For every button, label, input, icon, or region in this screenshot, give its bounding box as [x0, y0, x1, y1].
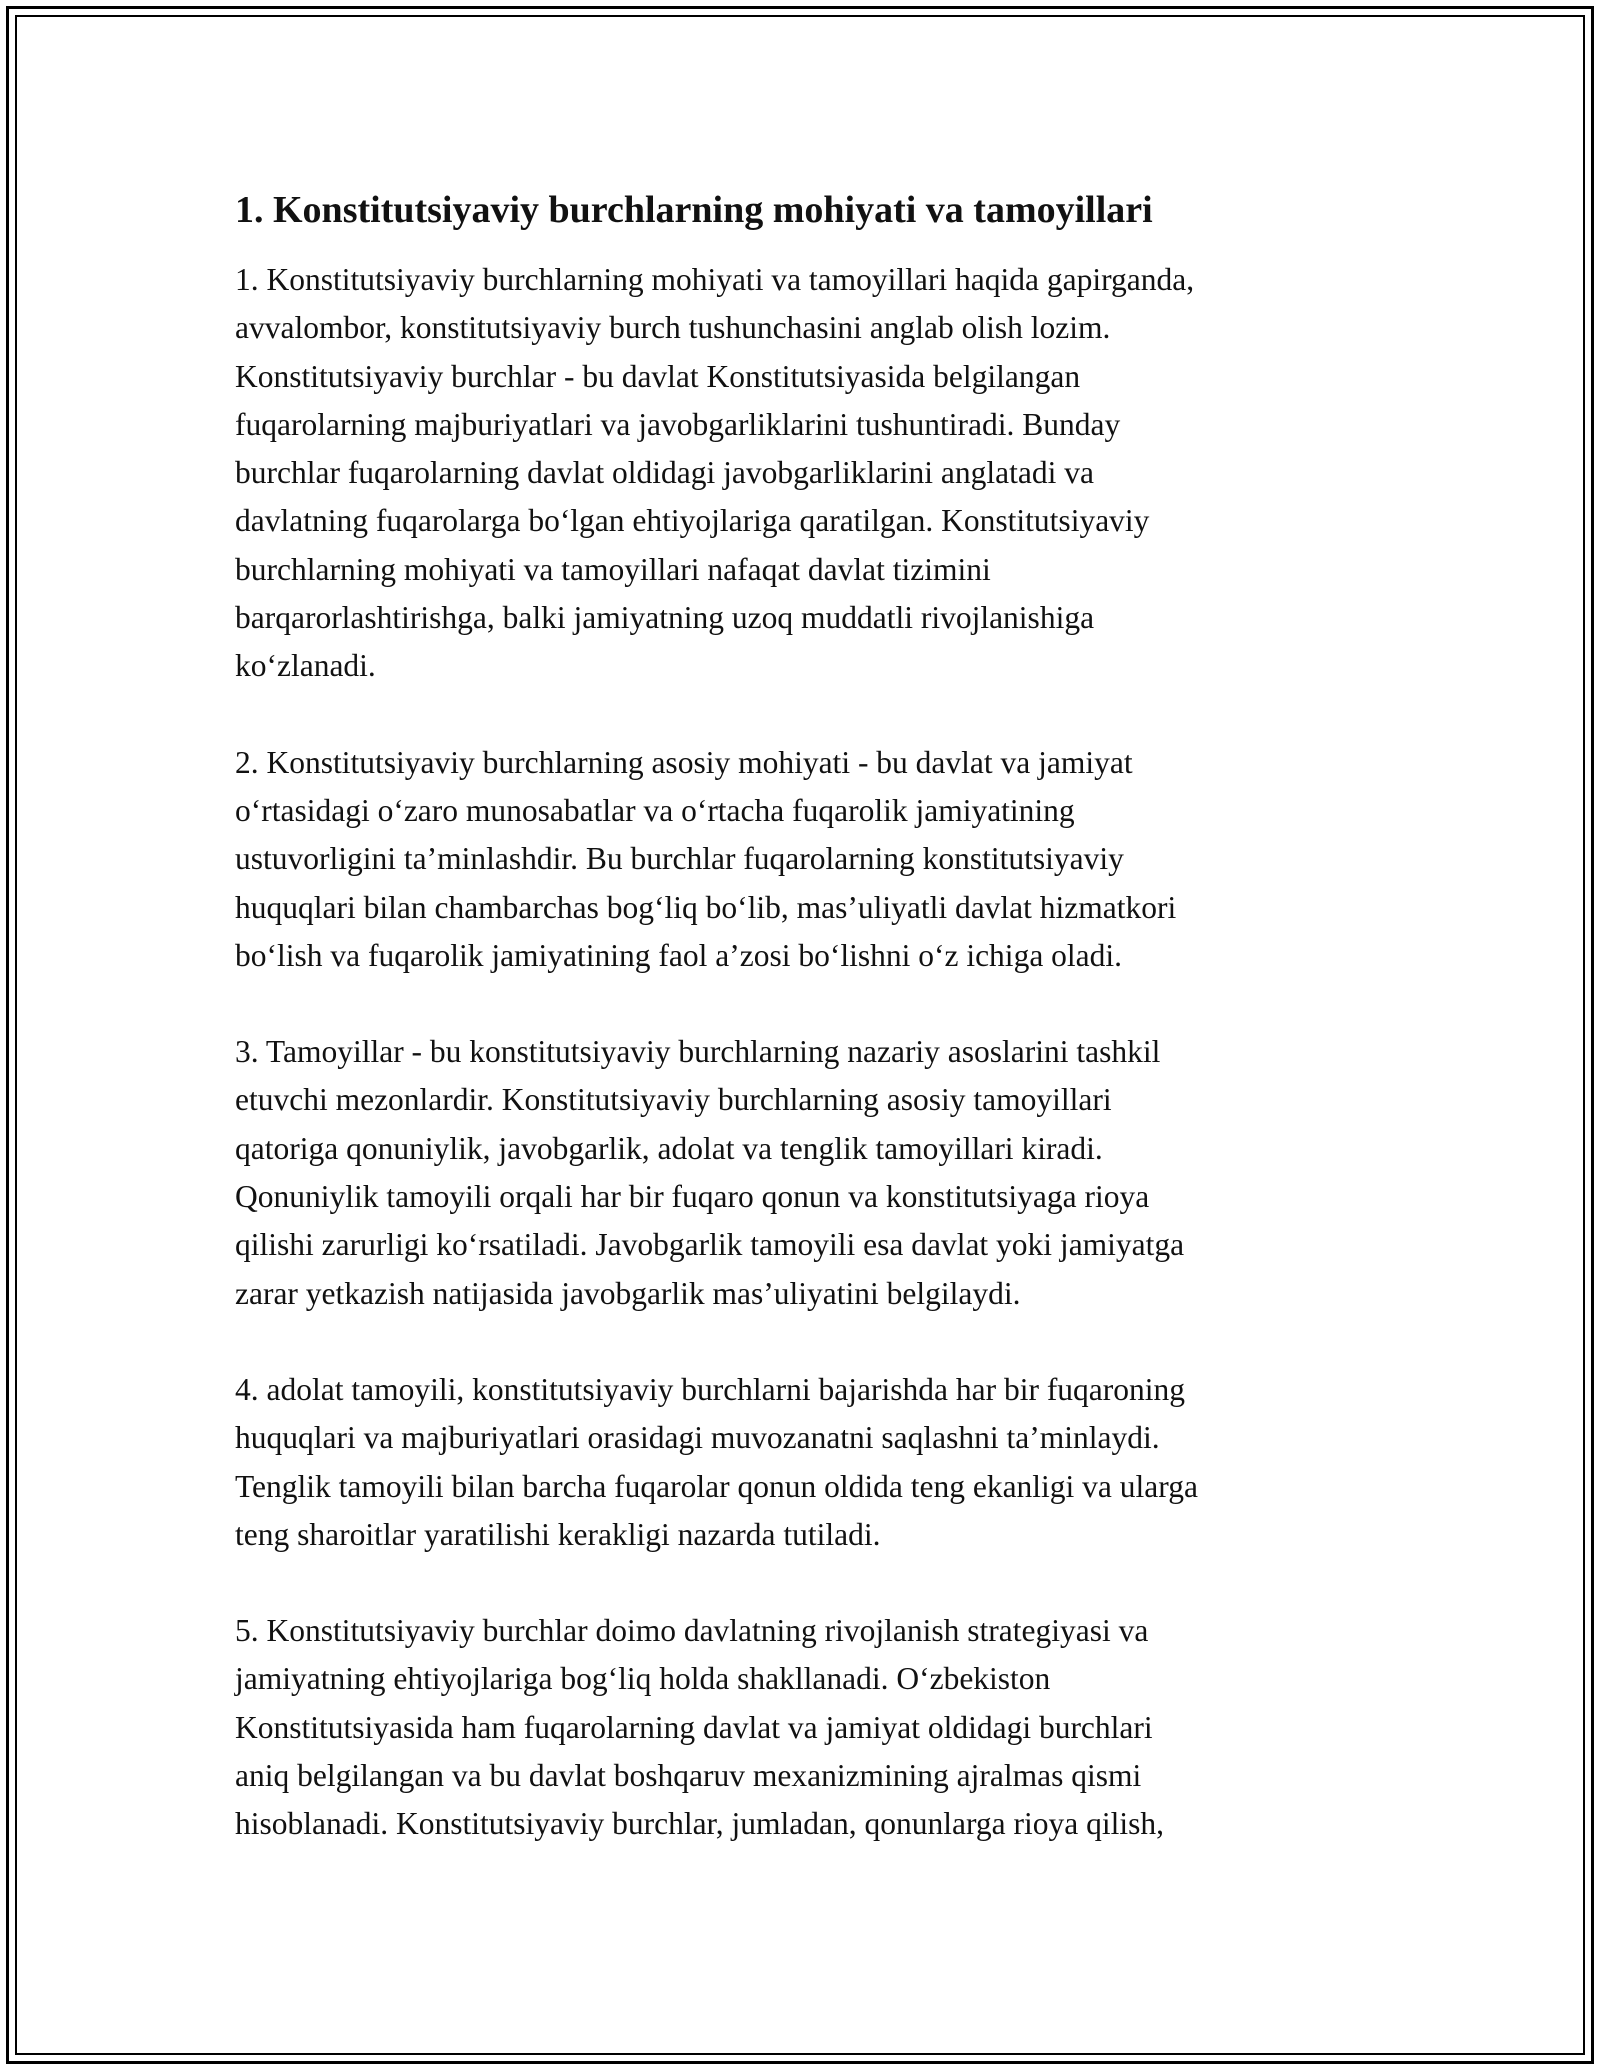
text-line: Tenglik tamoyili bilan barcha fuqarolar qonun oldida teng ekanligi va ularga	[235, 1468, 1198, 1504]
text-line: burchlar fuqarolarning davlat oldidagi javobgarliklarini anglatadi va	[235, 455, 1094, 491]
text-line: jamiyatning ehtiyojlariga bogʻliq holda shakllanadi. Oʻzbekiston	[235, 1661, 1051, 1697]
document-body	[235, 184, 1385, 1897]
text-line: teng sharoitlar yaratilishi kerakligi nazarda tutiladi.	[235, 1516, 881, 1552]
text-line: Konstitutsiyasida ham fuqarolarning davlat va jamiyat oldidagi burchlari	[235, 1709, 1153, 1745]
text-line: huquqlari va majburiyatlari orasidagi muvozanatni saqlashni taʼminlaydi.	[235, 1420, 1160, 1456]
text-line: 2. Konstitutsiyaviy burchlarning asosiy mohiyati - bu davlat va jamiyat	[235, 744, 1133, 780]
text-line: 1. Konstitutsiyaviy burchlarning mohiyati va tamoyillari haqida gapirganda,	[235, 262, 1195, 297]
paragraph-2	[235, 739, 1385, 980]
text-line: boʻlish va fuqarolik jamiyatining faol aʼzosi boʻlishni oʻz ichiga oladi.	[235, 937, 1123, 973]
text-line: avvalombor, konstitutsiyaviy burch tushunchasini anglab olish lozim.	[235, 310, 1111, 346]
text-line: barqarorlashtirishga, balki jamiyatning uzoq muddatli rivojlanishiga	[235, 600, 1095, 636]
text-line: 5. Konstitutsiyaviy burchlar doimo davlatning rivojlanish strategiyasi va	[235, 1613, 1149, 1649]
document-title: 1. Konstitutsiyaviy burchlarning mohiyati va tamoyillari	[235, 189, 1153, 231]
text-line: huquqlari bilan chambarchas bogʻliq boʻlib, masʼuliyatli davlat hizmatkori	[235, 889, 1177, 925]
text-line: zarar yetkazish natijasida javobgarlik masʼuliyatini belgilaydi.	[235, 1275, 1021, 1311]
paragraph-1	[235, 256, 1385, 691]
paragraph-5	[235, 1607, 1385, 1848]
text-line: ustuvorligini taʼminlashdir. Bu burchlar fuqarolarning konstitutsiyaviy	[235, 841, 1124, 877]
text-line: davlatning fuqarolarga boʻlgan ehtiyojlariga qaratilgan. Konstitutsiyaviy	[235, 503, 1150, 539]
text-line: etuvchi mezonlardir. Konstitutsiyaviy burchlarning asosiy tamoyillari	[235, 1082, 1112, 1118]
text-line: 3. Tamoyillar - bu konstitutsiyaviy burchlarning nazariy asoslarini tashkil	[235, 1034, 1161, 1070]
text-line: qilishi zarurligi koʻrsatiladi. Javobgarlik tamoyili esa davlat yoki jamiyatga	[235, 1227, 1185, 1263]
text-line: qatoriga qonuniylik, javobgarlik, adolat va tenglik tamoyillari kiradi.	[235, 1130, 1103, 1166]
text-line: Konstitutsiyaviy burchlar - bu davlat Konstitutsiyasida belgilangan	[235, 358, 1081, 394]
text-line: burchlarning mohiyati va tamoyillari nafaqat davlat tizimini	[235, 551, 991, 587]
text-line: 4. adolat tamoyili, konstitutsiyaviy burchlarni bajarishda har bir fuqaroning	[235, 1371, 1186, 1407]
paragraph-4	[235, 1366, 1385, 1559]
text-line: Qonuniylik tamoyili orqali har bir fuqaro qonun va konstitutsiyaga rioya	[235, 1179, 1150, 1215]
paragraph-3	[235, 1028, 1385, 1318]
text-line: aniq belgilangan va bu davlat boshqaruv mexanizmining ajralmas qismi	[235, 1758, 1142, 1794]
text-line: fuqarolarning majburiyatlari va javobgarliklarini tushuntiradi. Bunday	[235, 406, 1121, 442]
text-line: oʻrtasidagi oʻzaro munosabatlar va oʻrtacha fuqarolik jamiyatining	[235, 792, 1075, 828]
text-line: hisoblanadi. Konstitutsiyaviy burchlar, jumladan, qonunlarga rioya qilish,	[235, 1806, 1165, 1842]
text-line: koʻzlanadi.	[235, 648, 376, 684]
